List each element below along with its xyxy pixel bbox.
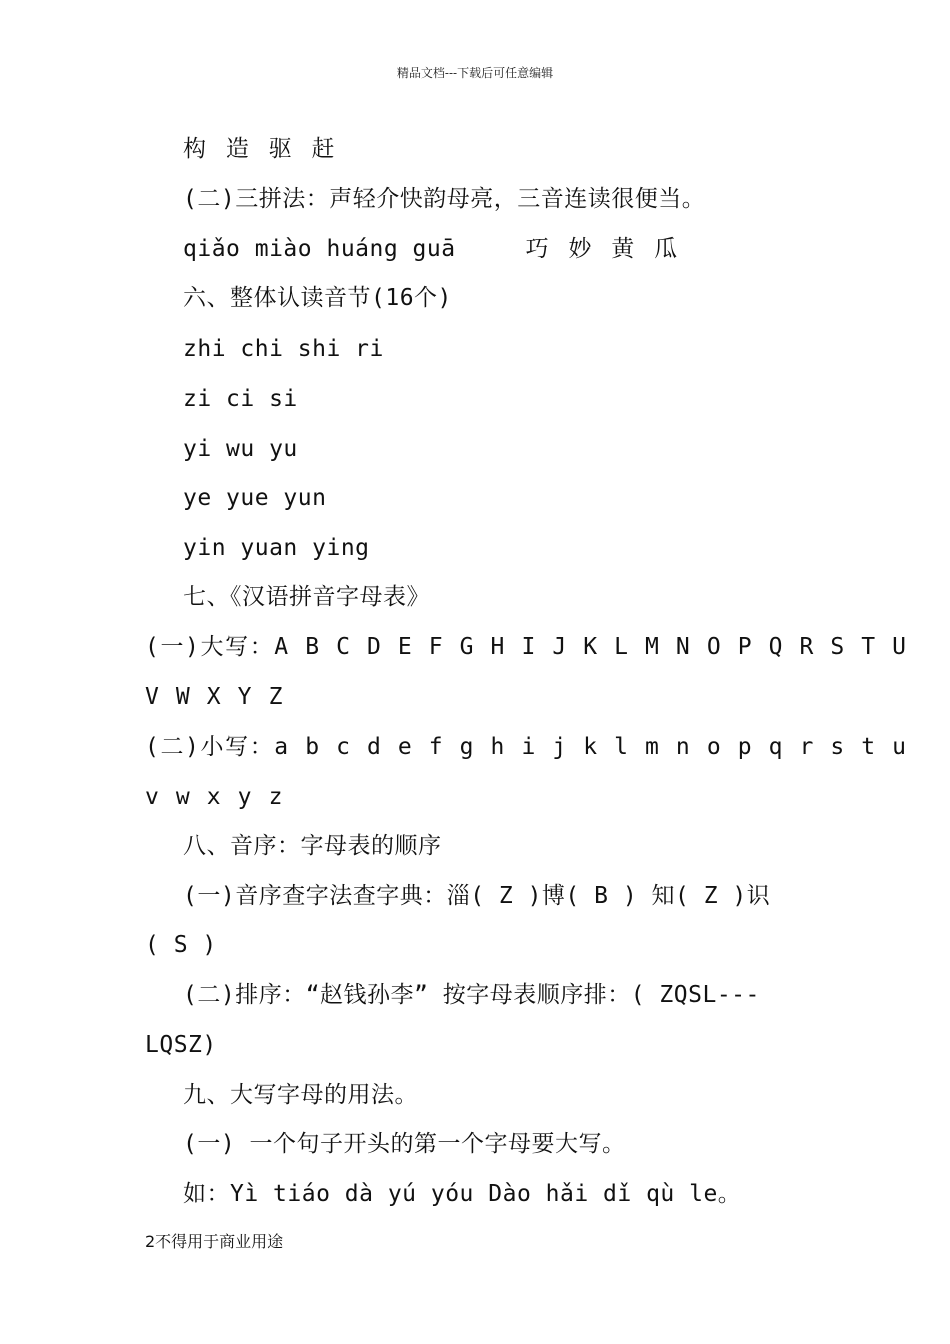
hanzi-text: 巧 妙 黄 瓜 [525,236,681,262]
text-line: zi ci si [183,386,298,412]
text-line: V W X Y Z [145,684,285,710]
text-line: (二)排序：“赵钱孙李” 按字母表顺序排：( ZQSL--- [183,982,760,1008]
text-line: (一) 一个句子开头的第一个字母要大写。 [183,1131,626,1157]
text-line: zhi chi shi ri [183,336,384,362]
text-line: v w x y z [145,784,285,810]
text-line: (一)音序查字法查字典：淄( Z )博( B ) 知( Z )识 [183,883,771,909]
page-footer: 2不得用于商业用途 [145,1232,284,1251]
text-line: ye yue yun [183,485,327,511]
page-header: 精品文档---下载后可任意编辑 [396,66,554,80]
text-line: ( S ) [145,932,217,958]
section-heading: 七、《汉语拼音字母表》 [183,584,430,610]
text-line: 如：Yì tiáo dà yú yóu Dào hǎi dǐ qù le。 [183,1181,742,1207]
text-line: LQSZ) [145,1032,217,1058]
text-line [183,234,680,264]
section-heading: 八、音序：字母表的顺序 [183,833,442,859]
section-heading: 九、大写字母的用法。 [183,1082,418,1108]
text-line: yi wu yu [183,436,298,462]
text-line [183,134,338,164]
text-line-content: 构 造 驱 赶 [183,136,338,162]
text-line: (一)大写：A B C D E F G H I J K L M N O P Q R S T U [145,634,908,660]
text-line: (二)小写：a b c d e f g h i j k l m n o p q r s t u [145,734,908,760]
section-heading: 六、整体认读音节(16个) [183,285,452,311]
text-line: yin yuan ying [183,535,370,561]
text-line: (二)三拼法：声轻介快韵母亮，三音连读很便当。 [183,186,706,212]
pinyin-text: qiǎo miào huáng guā [183,236,456,262]
